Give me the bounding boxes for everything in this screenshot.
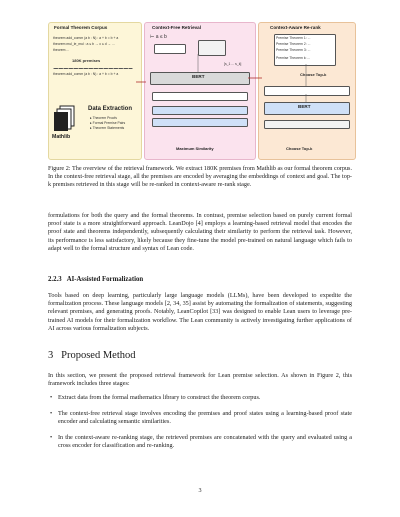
bullet-item-1 [48, 394, 352, 404]
bullet-item-3 [48, 434, 352, 452]
paragraph-3: In this section, we present the proposed retrieval framework for Lean premise selection. As shown in Figure 2, this framework includes three stages: [48, 372, 352, 388]
subsection-title: AI-Assisted Formalization [66, 276, 144, 283]
extraction-item-1: ▸ Theorem Proofs [90, 116, 117, 120]
rerank-premise-3: Premise Theorem 3: ... [276, 48, 311, 52]
subsection-heading [48, 276, 143, 283]
pool-label: Maximum Similarity [176, 146, 214, 151]
rerank-choose-label: Choose Top-k [300, 72, 327, 77]
bullet-dot: • [50, 410, 53, 417]
bullet-text-3: In the context-aware re-ranking stage, the retrieved premises are concatenated with the query and evaluated using a cross encoder for classification and re-ranking. [58, 434, 352, 450]
section-number: 3 [48, 350, 54, 361]
section-title: Proposed Method [61, 350, 136, 361]
bullet-text-2: The context-free retrieval stage involves encoding the premises and proof states using a learning-based proof state encoder and calculating semantic similarities. [58, 410, 352, 426]
rerank-premise-1: Premise Theorem 1: ... [276, 36, 311, 40]
corpus-line-1: theorem add_comm (a b : N) : a + b = b + a [53, 36, 119, 40]
paragraph-1: formulations for both the query and the formal theorems. In contrast, premise selection based on purely current formal proof state is a more straightforward approach. LeanDojo [4] employs a learning-based retrieval model that encodes the proof state and theorems independently, subsequently calculating their similarity to perform the retrieval task. However, its performance is less satisfactory, likely because they fine-tune the model pre-trained on natural language which fails to adapt well to the formal structure and syntax of Lean code. [48, 212, 352, 252]
library-label: Mathlib [52, 134, 71, 140]
page-number: 3 [198, 487, 202, 494]
corpus-count: 180K premises [72, 58, 101, 63]
retrieval-score: [s_1 ... s_k] [224, 62, 242, 66]
rerank-choose-k: Choose Top-k [286, 146, 313, 151]
corpus-line-4: theorem add_comm (a b : N) : a + b = b + a [53, 72, 119, 76]
extraction-title: Data Extraction [88, 106, 133, 112]
corpus-line-2: theorem mul_le_mul : a ≤ b → c ≤ d → ... [53, 42, 115, 46]
retrieval-framework-figure [48, 22, 354, 162]
retrieval-title: Context-Free Retrieval [152, 25, 202, 30]
rerank-bert-label: BERT [298, 104, 311, 109]
extraction-item-3: ▸ Theorem Statements [90, 126, 125, 130]
rerank-premise-k: Premise Theorem k: ... [276, 56, 311, 60]
section-heading [48, 350, 136, 361]
bullet-text-1: Extract data from the formal mathematics library to construct the theorem corpus. [58, 394, 261, 401]
retrieval-bert-label: BERT [192, 74, 205, 79]
extraction-item-2: ▸ Formal Premise Pairs [90, 121, 126, 125]
flow-arrows [48, 22, 354, 158]
bullet-dot: • [50, 434, 53, 441]
corpus-line-3: theorem ... [53, 48, 70, 52]
subsection-number: 2.2.3 [48, 276, 62, 283]
bullet-item-2 [48, 410, 352, 428]
rerank-premise-2: Premise Theorem 2: ... [276, 42, 311, 46]
figure-caption: Figure 2: The overview of the retrieval framework. We extract 180K premises from Mathlib as our formal theorem corpus. In the context-free retrieval stage, all the premises are encoded by averaging the embeddings of context and goal. The top-k premises retrieved in this stage will be re-ranked in context-aware re-rank stage. [48, 165, 352, 189]
paragraph-2: Tools based on deep learning, particularly large language models (LLMs), have been developed to expedite the formalization process. These language models [2, 34, 35] assist by automating the formalization of statements, suggesting relevant premises, and generating proofs. Notably, LeanCopilot [33] was designed to enable Lean users to leverage pre-trained AI models for their formalization workflow. The Lean community is actively investigating further applications of AI across various formalization subjects. [48, 292, 352, 332]
bullet-dot: • [50, 394, 53, 401]
corpus-title: Formal Theorem Corpus [54, 25, 108, 30]
retrieval-state: ⊢ a ≤ b [150, 34, 167, 40]
rerank-title: Context-Aware Re-rank [270, 25, 321, 30]
